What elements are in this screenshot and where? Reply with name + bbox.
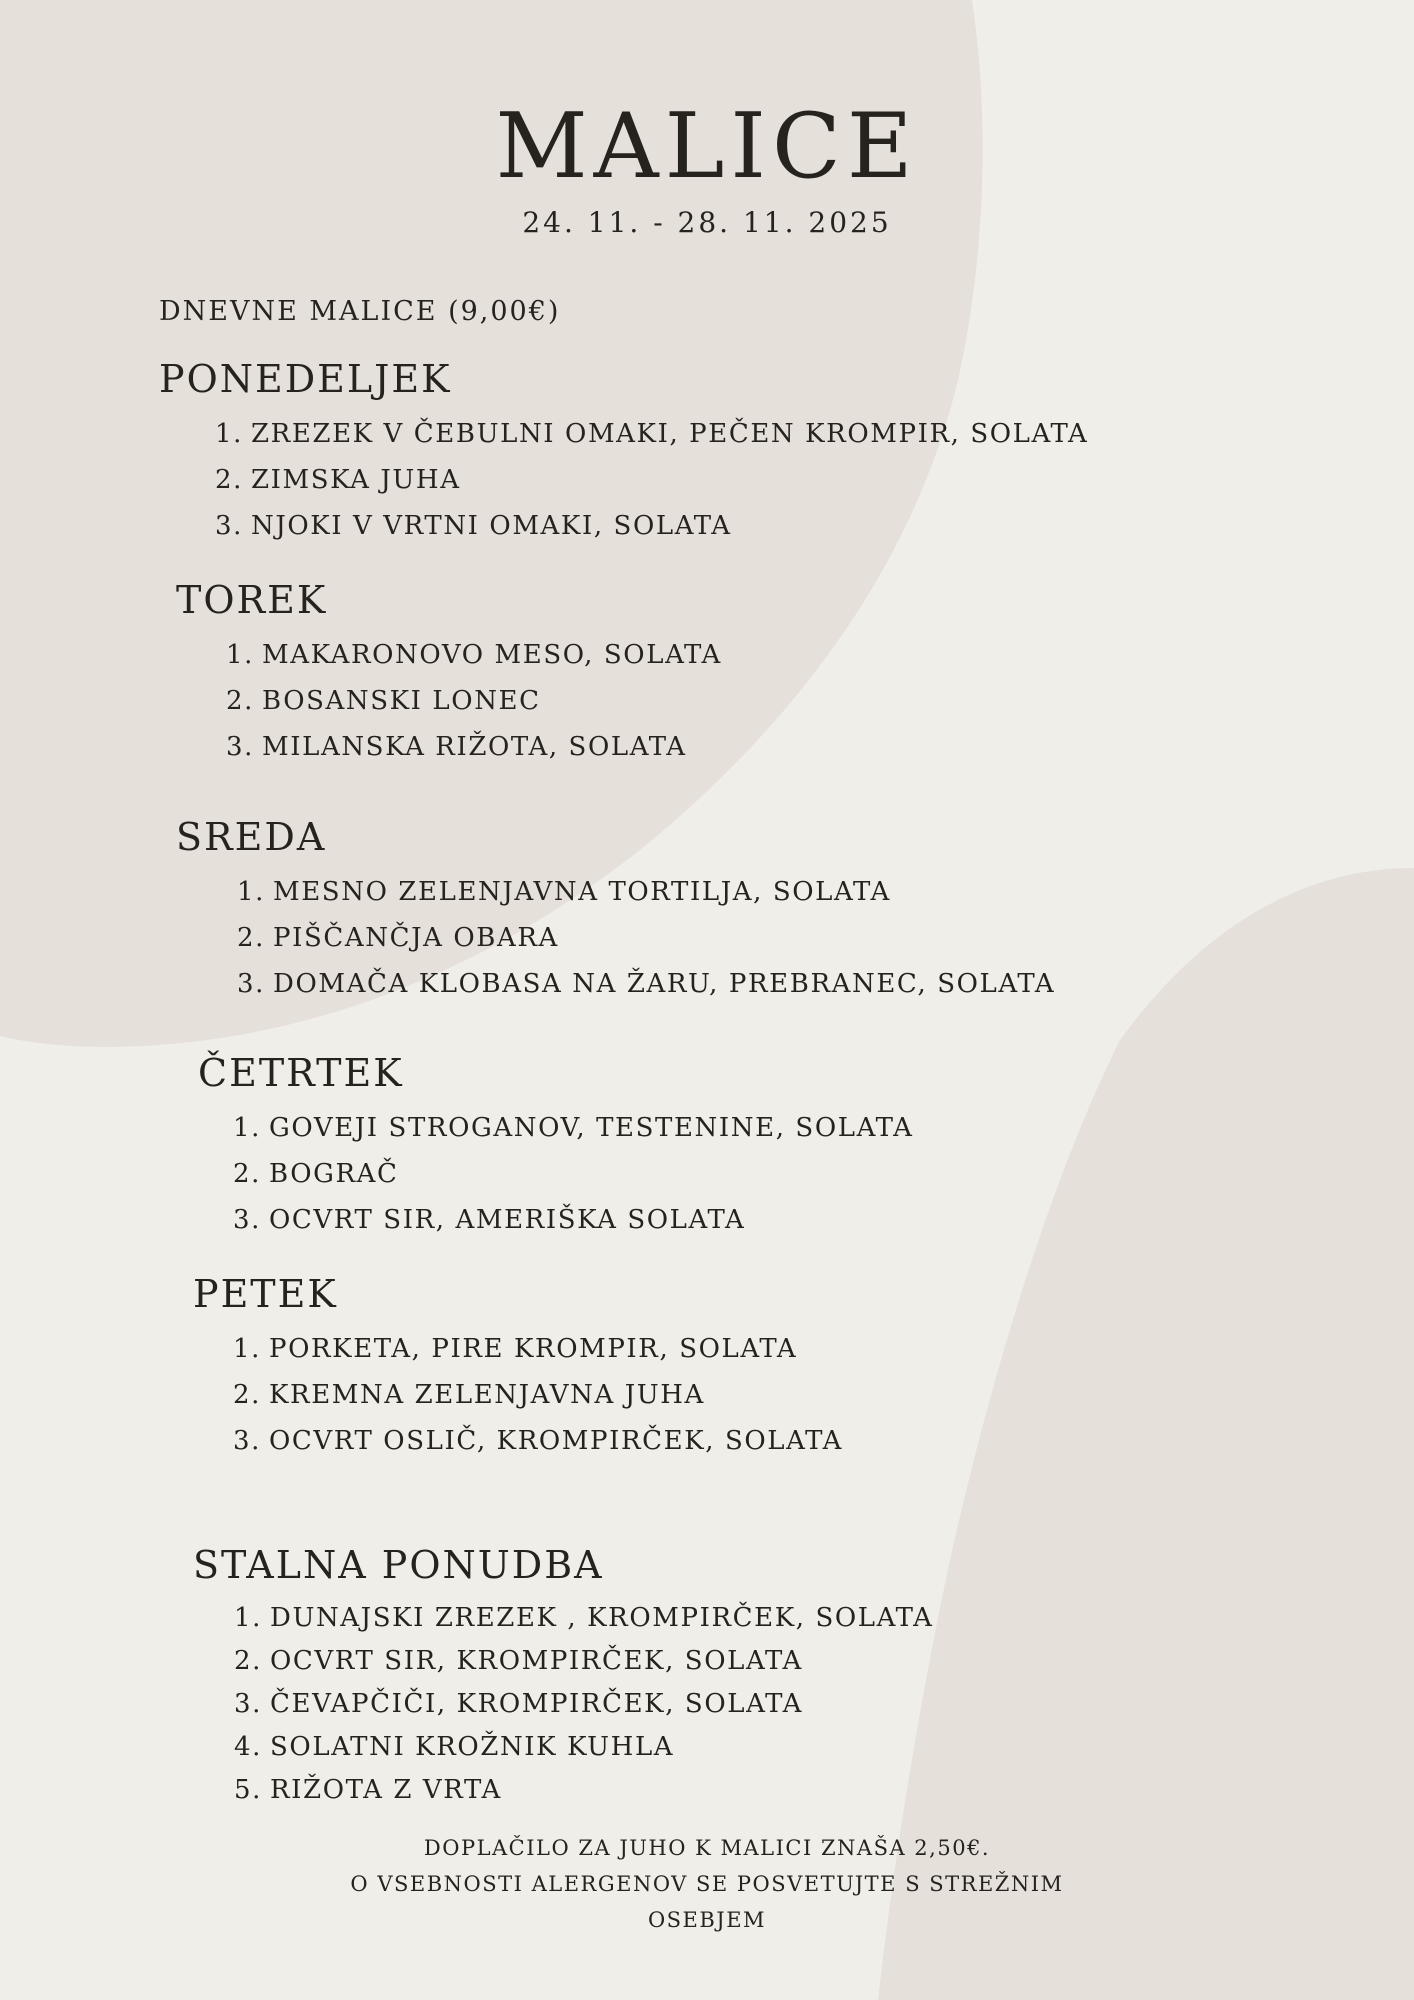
day-section-sreda: [176, 813, 1055, 1007]
daily-menu-price: DNEVNE MALICE (9,00€): [159, 296, 561, 327]
day-heading: PETEK: [193, 1272, 338, 1316]
list-item: [233, 869, 1055, 915]
item-text: OCVRT OSLIČ, KROMPIRČEK, SOLATA: [269, 1426, 844, 1456]
footer-notes: [0, 1830, 1414, 1938]
item-number: 5.: [233, 1775, 262, 1805]
item-text: KREMNA ZELENJAVNA JUHA: [269, 1380, 705, 1410]
item-number: 2.: [236, 923, 265, 953]
list-item: [229, 1105, 913, 1151]
list-item: [229, 1151, 913, 1197]
item-number: 1.: [225, 640, 254, 670]
list-item: [222, 678, 722, 724]
list-item: [229, 1326, 843, 1372]
item-number: 3.: [232, 1426, 261, 1456]
list-item: [230, 1597, 934, 1640]
item-number: 2.: [232, 1159, 261, 1189]
list-item: [211, 411, 1088, 457]
day-heading: ČETRTEK: [198, 1051, 404, 1095]
allergen-note-continued: OSEBJEM: [647, 1908, 767, 1932]
item-text: MAKARONOVO MESO, SOLATA: [262, 640, 722, 670]
item-number: 1.: [236, 877, 265, 907]
item-number: 1.: [232, 1113, 261, 1143]
page-title: MALICE: [495, 94, 919, 199]
date-range: 24. 11. - 28. 11. 2025: [522, 206, 892, 239]
list-item: [222, 724, 722, 770]
item-number: 3.: [232, 1205, 261, 1235]
item-text: ZREZEK V ČEBULNI OMAKI, PEČEN KROMPIR, SOLATA: [251, 419, 1089, 449]
list-item: [230, 1683, 934, 1726]
list-item: [211, 457, 1088, 503]
list-item: [233, 915, 1055, 961]
item-number: 2.: [232, 1380, 261, 1410]
item-text: RIŽOTA Z VRTA: [270, 1775, 502, 1805]
item-text: BOGRAČ: [269, 1159, 399, 1189]
day-heading: SREDA: [176, 815, 327, 859]
item-number: 3.: [214, 511, 243, 541]
day-section-torek: [176, 576, 722, 770]
item-number: 1.: [232, 1334, 261, 1364]
list-item: [211, 503, 1088, 549]
item-number: 2.: [214, 465, 243, 495]
item-text: ZIMSKA JUHA: [251, 465, 461, 495]
menu-list: [229, 1326, 843, 1464]
allergen-note: O VSEBNOSTI ALERGENOV SE POSVETUJTE S STREŽNIM: [350, 1872, 1064, 1896]
day-heading: PONEDELJEK: [159, 357, 452, 401]
item-number: 1.: [233, 1603, 262, 1633]
item-text: DUNAJSKI ZREZEK , KROMPIRČEK, SOLATA: [270, 1603, 934, 1633]
item-text: NJOKI V VRTNI OMAKI, SOLATA: [251, 511, 732, 541]
list-item: [229, 1418, 843, 1464]
list-item: [230, 1726, 934, 1769]
list-item: [233, 961, 1055, 1007]
item-number: 3.: [236, 969, 265, 999]
item-text: OCVRT SIR, KROMPIRČEK, SOLATA: [270, 1646, 803, 1676]
item-text: PORKETA, PIRE KROMPIR, SOLATA: [269, 1334, 798, 1364]
menu-list: [233, 869, 1055, 1007]
item-text: DOMAČA KLOBASA NA ŽARU, PREBRANEC, SOLATA: [273, 969, 1056, 999]
item-number: 3.: [233, 1689, 262, 1719]
item-text: MESNO ZELENJAVNA TORTILJA, SOLATA: [273, 877, 891, 907]
day-section-ponedeljek: [159, 355, 1088, 549]
menu-list: [211, 411, 1088, 549]
day-section-petek: [193, 1270, 843, 1464]
list-item: [229, 1372, 843, 1418]
item-text: BOSANSKI LONEC: [262, 686, 541, 716]
item-text: OCVRT SIR, AMERIŠKA SOLATA: [269, 1205, 746, 1235]
menu-list: [230, 1597, 934, 1812]
item-text: PIŠČANČJA OBARA: [273, 923, 559, 953]
soup-surcharge-note: DOPLAČILO ZA JUHO K MALICI ZNAŠA 2,50€.: [423, 1836, 991, 1860]
item-text: ČEVAPČIČI, KROMPIRČEK, SOLATA: [270, 1689, 803, 1719]
section-heading: STALNA PONUDBA: [193, 1543, 604, 1587]
list-item: [229, 1197, 913, 1243]
section-stalna-ponudba: [193, 1541, 934, 1812]
menu-list: [229, 1105, 913, 1243]
list-item: [230, 1769, 934, 1812]
item-text: GOVEJI STROGANOV, TESTENINE, SOLATA: [269, 1113, 914, 1143]
day-section-cetrtek: [198, 1049, 913, 1243]
list-item: [222, 632, 722, 678]
item-text: SOLATNI KROŽNIK KUHLA: [270, 1732, 675, 1762]
item-number: 2.: [225, 686, 254, 716]
item-number: 4.: [233, 1732, 262, 1762]
item-number: 3.: [225, 732, 254, 762]
menu-list: [222, 632, 722, 770]
item-number: 2.: [233, 1646, 262, 1676]
item-number: 1.: [214, 419, 243, 449]
day-heading: TOREK: [176, 578, 328, 622]
list-item: [230, 1640, 934, 1683]
item-text: MILANSKA RIŽOTA, SOLATA: [262, 732, 687, 762]
